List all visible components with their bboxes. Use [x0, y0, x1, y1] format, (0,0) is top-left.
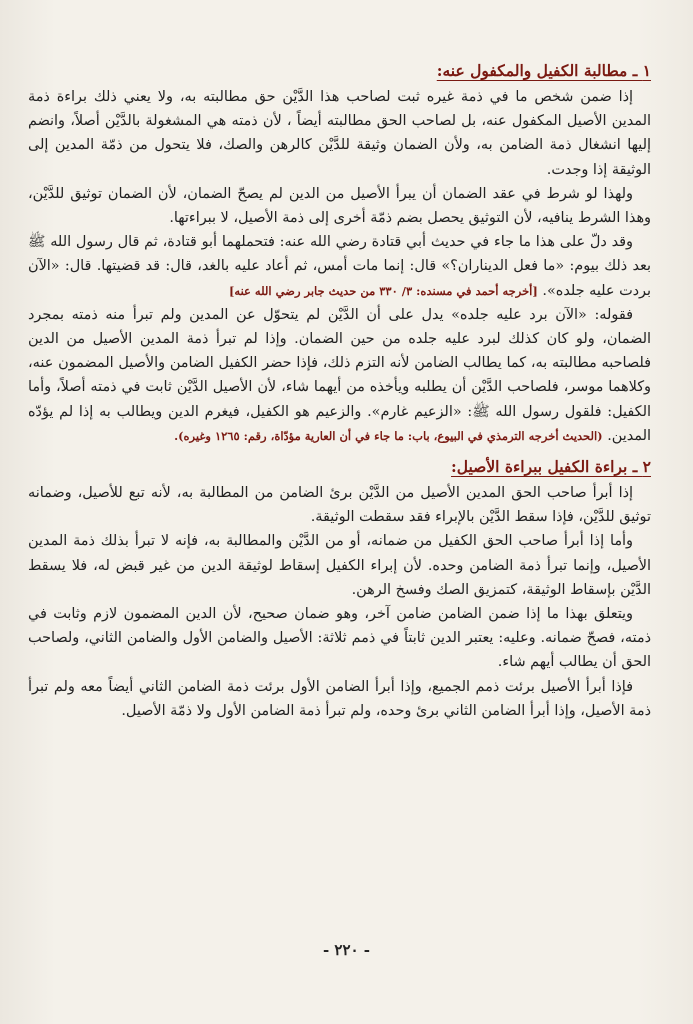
section-heading-2: ٢ ـ براءة الكفيل ببراءة الأصيل: [451, 457, 651, 477]
paragraph [28, 230, 651, 303]
paragraph: فإذا أبرأ الأصيل برئت ذمم الجميع، وإذا أبرأ الضامن الأول برئت ذمة الضامن الثاني أيضاً معه ولم تبرأ ذمة الأصيل، وإذا أبرأ الضامن الثاني برئ وحده، ولم تبرأ ذمة الضامن الأول ولا ذمّة الأصيل. [28, 678, 651, 719]
hadith-text: وقد دلّ على هذا ما جاء في حديث أبي قتادة رضي الله عنه: فتحملهما أبو قتادة، ثم قال رسول الله ﷺ بعد ذلك بيوم: «ما فعل الديناران؟» قال: إنما مات أمس، ثم أعاد عليه بالغد، قال: قد قضيتها. قال: «الآن بردت عليه جلده». [28, 234, 651, 299]
paragraph: ويتعلق بهذا ما إذا ضمن الضامن ضامن آخر، وهو ضمان صحيح، لأن الدين المضمون لازم وثابت في ذمته، فصحّ ضمانه. وعليه: يعتبر الدين ثابتاً في ذمم ثلاثة: الأصيل والضامن الأول والضامن الثاني، ولصاحب الحق أن يطالب أيهم شاء. [28, 606, 651, 671]
paragraph [28, 303, 651, 448]
paragraph: وأما إذا أبرأ صاحب الحق الكفيل من ضمانه، أو من الدَّيْن والمطالبة به، فإنه لا تبرأ بذلك ذمة المدين الأصيل، وإنما تبرأ ذمة الضامن وحده. لأن إبراء الكفيل إسقاط لوثيقة الدين من غير قبض له، فلا يسقط الدَّيْن بإسقاط الوثيقة، كتمزيق الصك وفسخ الرهن. [28, 533, 651, 598]
section-heading-1: ١ ـ مطالبة الكفيل والمكفول عنه: [436, 61, 651, 80]
page-number: - ٢٢٠ - [322, 941, 371, 959]
paragraph: إذا ضمن شخص ما في ذمة غيره ثبت لصاحب هذا الدَّيْن حق مطالبته به، ولا يعني ذلك براءة ذمة المدين الأصيل المكفول عنه، بل لصاحب الحق مطالبته أيضاً ، لأن ذمته هي المشغولة بالدَّيْن أصلاً، وانضم إليها انشغال ذمة الضامن به، ولأن الضمان وثيقة للدَّيْن كالرهن والصك، فلا يتحول من ذمّة المدين إلى الوثيقة إذا وجدت. [28, 89, 651, 178]
explanation-text: فقوله: «الآن برد عليه جلده» يدل على أن الدَّيْن لم يتحوّل عن المدين ولم تبرأ منه ذمته بمجرد الضمان، ولو كان كذلك لبرد عليه جلده من حين الضمان. وإذا لم تبرأ ذمة المدين الأصيل من الدين فلصاحبه مطالبته به، كما يطالب الضامن لأنه التزم ذلك، فإذا حضر الكفيل الضامن والأصيل المضمون عنه، وكلاهما موسر، فلصاحب الدَّيْن أن يطلبه ويأخذه من أيهما شاء، لأن الأصيل الدَّيْن ثابت في ذمته أصلاً، وأما الكفيل: فلقول رسول الله ﷺ: «الزعيم غارم». والزعيم هو الكفيل، فيغرم الدين ويطالب به إذا لم يؤدّه المدين. [28, 306, 651, 444]
paragraph: إذا أبرأ صاحب الحق المدين الأصيل من الدَّيْن برئ الضامن من المطالبة به، لأنه تبع للأصيل، وضمانه توثيق للدَّيْن، فإذا سقط الدَّيْن بالإبراء فقد سقطت الوثيقة. [28, 485, 651, 526]
citation: [أخرجه أحمد في مسنده: ٣/ ٣٣٠ من حديث جابر رضي الله عنه] [228, 283, 538, 298]
paragraph: ولهذا لو شرط في عقد الضمان أن يبرأ الأصيل من الدين لم يصحّ الضمان، لأن الضمان توثيق للدَّيْن، وهذا الشرط ينافيه، لأن التوثيق يحصل بضم ذمّة أخرى إلى ذمة الأصيل، لا ببراءتها. [28, 185, 651, 227]
citation: (الحديث أخرجه الترمذي في البيوع، باب: ما جاء في أن العارية مؤدّاة، رقم: ١٢٦٥ وغيره). [174, 428, 603, 443]
page-body [28, 58, 651, 723]
